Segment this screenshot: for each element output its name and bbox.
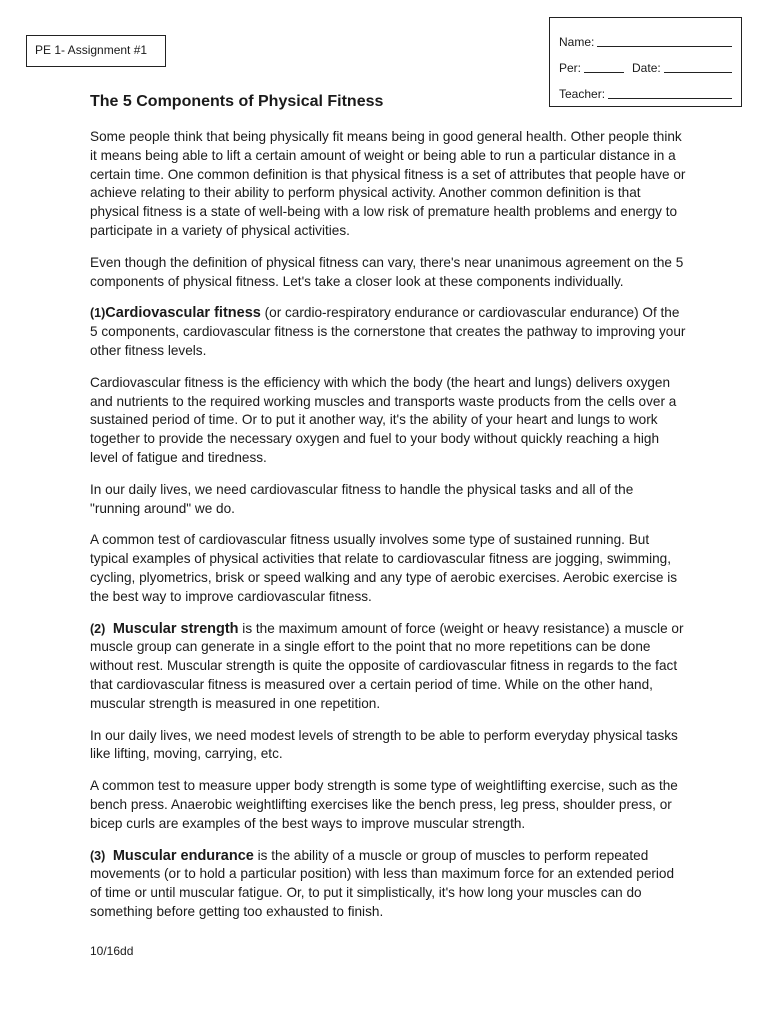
teacher-row bbox=[559, 75, 732, 101]
strength-lead-text: is the maximum amount of force (weight or heavy resistance) a muscle or muscle group can generate in a single effort to the point that no more repetitions can be done without rest. Muscular strength is quite the opposite of cardiovascular fitness in regards to the fact that cardiovascular fitness is measured over a certain period of time. While on the other hand, muscular strength is measured in one repetition. bbox=[90, 620, 684, 711]
endurance-number: (3) bbox=[90, 848, 106, 863]
strength-paragraph-3: A common test to measure upper body strength is some type of weightlifting exercise, such as the bench press. Anaerobic weightlifting exercises like the bench press, leg press, shoulder press, or bicep curls are examples of the best ways to improve muscular strength. bbox=[90, 778, 678, 831]
page-title: The 5 Components of Physical Fitness bbox=[90, 93, 384, 110]
teacher-label: Teacher: bbox=[559, 87, 606, 101]
cardio-lead-text: (or cardio-respiratory endurance or cardiovascular endurance) Of the 5 components, cardiovascular fitness is the cornerstone that creates the pathway to improving your other fitness levels. bbox=[90, 305, 686, 358]
student-info-box bbox=[549, 17, 742, 107]
intro-paragraph-1: Some people think that being physically fit means being in good general health. Other people think it means being able to lift a certain amount of weight or being able to run a particular distance in a certain time. One common definition is that physical fitness is a set of attributes that people have or achieve relating to their ability to perform physical activity. Another common definition is that physical fitness is a state of well-being with a low risk of premature health problems and energy to participate in a variety of physical activities. bbox=[90, 129, 686, 238]
cardio-paragraph-3: In our daily lives, we need cardiovascular fitness to handle the physical tasks and all of the "running around" we do. bbox=[90, 481, 634, 516]
cardio-paragraph-1 bbox=[90, 304, 686, 360]
endurance-lead-text: is the ability of a muscle or group of muscles to perform repeated movements (or to hold a particular position) with less than maximum force for an extended period of time or until muscular fatigue. Or, to put it simplistically, it's how long your muscles can do something before getting too exhausted to finish. bbox=[90, 847, 675, 919]
footer-code: 10/16dd bbox=[90, 944, 134, 958]
intro-paragraph-2: Even though the definition of physical fitness can vary, there's near unanimous agreement on the 5 components of physical fitness. Let's take a closer look at these components individually. bbox=[90, 254, 684, 289]
cardio-paragraph-2: Cardiovascular fitness is the efficiency with which the body (the heart and lungs) delivers oxygen and nutrients to the required working muscles and transports waste products from the cells over a sustained period of time. Or to put it another way, it's the ability of your heart and lungs to work together to provide the necessary oxygen and fuel to your body without quickly reaching a high level of fatigue and tiredness. bbox=[90, 374, 677, 465]
name-row bbox=[559, 23, 732, 49]
per-label: Per: bbox=[559, 61, 582, 75]
cardio-term: Cardiovascular fitness bbox=[105, 305, 261, 322]
name-label: Name: bbox=[559, 35, 595, 49]
assignment-label: PE 1- Assignment #1 bbox=[35, 43, 148, 57]
cardio-paragraph-4: A common test of cardiovascular fitness usually involves some type of sustained running. But typical examples of physical activities that relate to cardiovascular fitness are jogging, swimming, cycling, plyometrics, brisk or speed walking and any type of aerobic exercises. Aerobic exercise is the best way to improve cardiovascular fitness. bbox=[90, 532, 678, 604]
cardio-number: (1) bbox=[90, 306, 106, 321]
assignment-label-box bbox=[26, 35, 166, 67]
strength-paragraph-2: In our daily lives, we need modest levels of strength to be able to perform everyday physical tasks like lifting, moving, carrying, etc. bbox=[90, 727, 678, 762]
per-date-row bbox=[559, 49, 732, 75]
endurance-term: Muscular endurance bbox=[112, 847, 254, 864]
strength-number: (2) bbox=[90, 621, 106, 636]
teacher-blank[interactable] bbox=[608, 84, 732, 99]
date-blank[interactable] bbox=[664, 58, 732, 73]
strength-term: Muscular strength bbox=[112, 620, 239, 637]
name-blank[interactable] bbox=[597, 32, 732, 47]
per-blank[interactable] bbox=[584, 58, 624, 73]
document-body bbox=[90, 128, 686, 935]
strength-paragraph-1 bbox=[90, 620, 686, 714]
endurance-paragraph-1 bbox=[90, 847, 686, 922]
date-label: Date: bbox=[632, 61, 661, 75]
